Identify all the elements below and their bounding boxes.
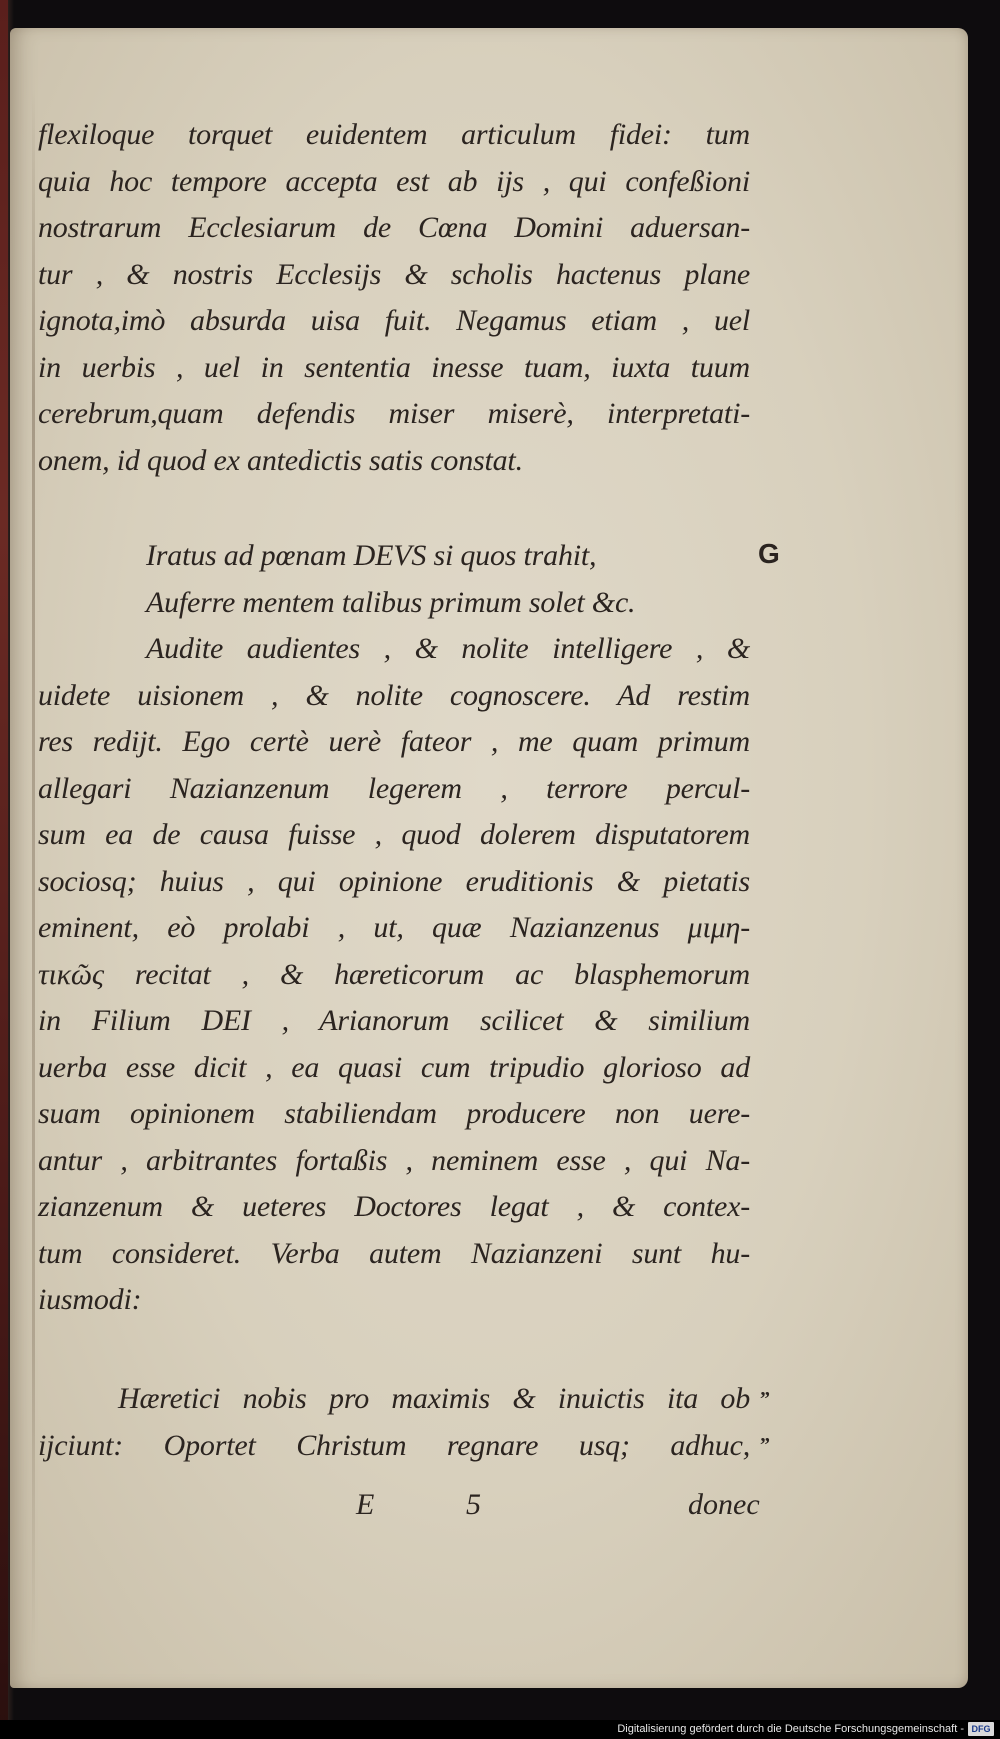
text-line: in Filium DEI , Arianorum scilicet & similium xyxy=(38,1004,750,1037)
text-line: sum ea de causa fuisse , quod dolerem disputatorem xyxy=(38,818,750,851)
gutter-shadow xyxy=(32,88,35,1648)
text-line: Audite audientes , & nolite intelligere , & xyxy=(146,632,750,665)
quote-mark: ” xyxy=(760,1434,770,1456)
text-line: tur , & nostris Ecclesijs & scholis hactenus plane xyxy=(38,257,750,291)
text-line: nostrarum Ecclesiarum de Cœna Domini aduersan- xyxy=(38,211,750,244)
text-line: res redijt. Ego certè uerè fateor , me quam primum xyxy=(38,725,750,758)
text-line: cerebrum,quam defendis miser miserè, interpretati- xyxy=(38,397,750,430)
text-line: onem, id quod ex antedictis satis constat. xyxy=(38,443,523,477)
text-line: Hæretici nobis pro maximis & inuictis ita ob xyxy=(118,1382,750,1415)
paragraph-2 xyxy=(38,533,750,1324)
text-line: zianzenum & ueteres Doctores legat , & contex- xyxy=(38,1190,750,1223)
text-line: allegari Nazianzenum legerem , terrore percul- xyxy=(38,771,750,805)
text-line: ignota,imò absurda uisa fuit. Negamus etiam , uel xyxy=(38,304,750,337)
binding-edge xyxy=(0,0,8,1739)
text-line: tum consideret. Verba autem Nazianzeni sunt hu- xyxy=(38,1236,750,1270)
signature-mark: E xyxy=(356,1488,375,1521)
catchword: donec xyxy=(688,1488,760,1521)
digitization-credit: Digitalisierung gefördert durch die Deutsche Forschungsgemeinschaft - xyxy=(617,1723,964,1735)
text-line: ijciunt: Oportet Christum regnare usq; adhuc, xyxy=(38,1428,750,1462)
paragraph-3 xyxy=(38,1376,750,1469)
text-line: eminent, eò prolabi , ut, quæ Nazianzenus μιμη- xyxy=(38,911,750,944)
text-line: uidete uisionem , & nolite cognoscere. Ad restim xyxy=(38,678,750,712)
text-line: sociosq; huius , qui opinione eruditionis & pietatis xyxy=(38,864,750,898)
verse-line: Iratus ad pœnam DEVS si quos trahit, xyxy=(146,539,597,572)
quote-mark: ” xyxy=(760,1388,770,1410)
text-line: uerba esse dicit , ea quasi cum tripudio glorioso ad xyxy=(38,1050,750,1084)
text-line: τικῶς recitat , & hæreticorum ac blasphemorum xyxy=(38,957,750,991)
text-line: flexiloque torquet euidentem articulum fidei: tum xyxy=(38,118,750,151)
text-line: antur , arbitrantes fortaßis , neminem esse , qui Na- xyxy=(38,1143,750,1177)
dfg-logo: DFG xyxy=(968,1722,994,1736)
text-line: iusmodi: xyxy=(38,1283,142,1316)
verse-line: Auferre mentem talibus primum solet &c. xyxy=(146,585,636,619)
paragraph-1 xyxy=(38,112,750,484)
text-line: quia hoc tempore accepta est ab ijs , qui confeßioni xyxy=(38,164,750,198)
page-number: 5 xyxy=(466,1488,481,1521)
text-line: suam opinionem stabiliendam producere non uere- xyxy=(38,1097,750,1130)
page-footer xyxy=(38,1488,760,1534)
margin-letter: G xyxy=(758,538,780,569)
text-line: in uerbis , uel in sententia inesse tuam, iuxta tuum xyxy=(38,350,750,384)
